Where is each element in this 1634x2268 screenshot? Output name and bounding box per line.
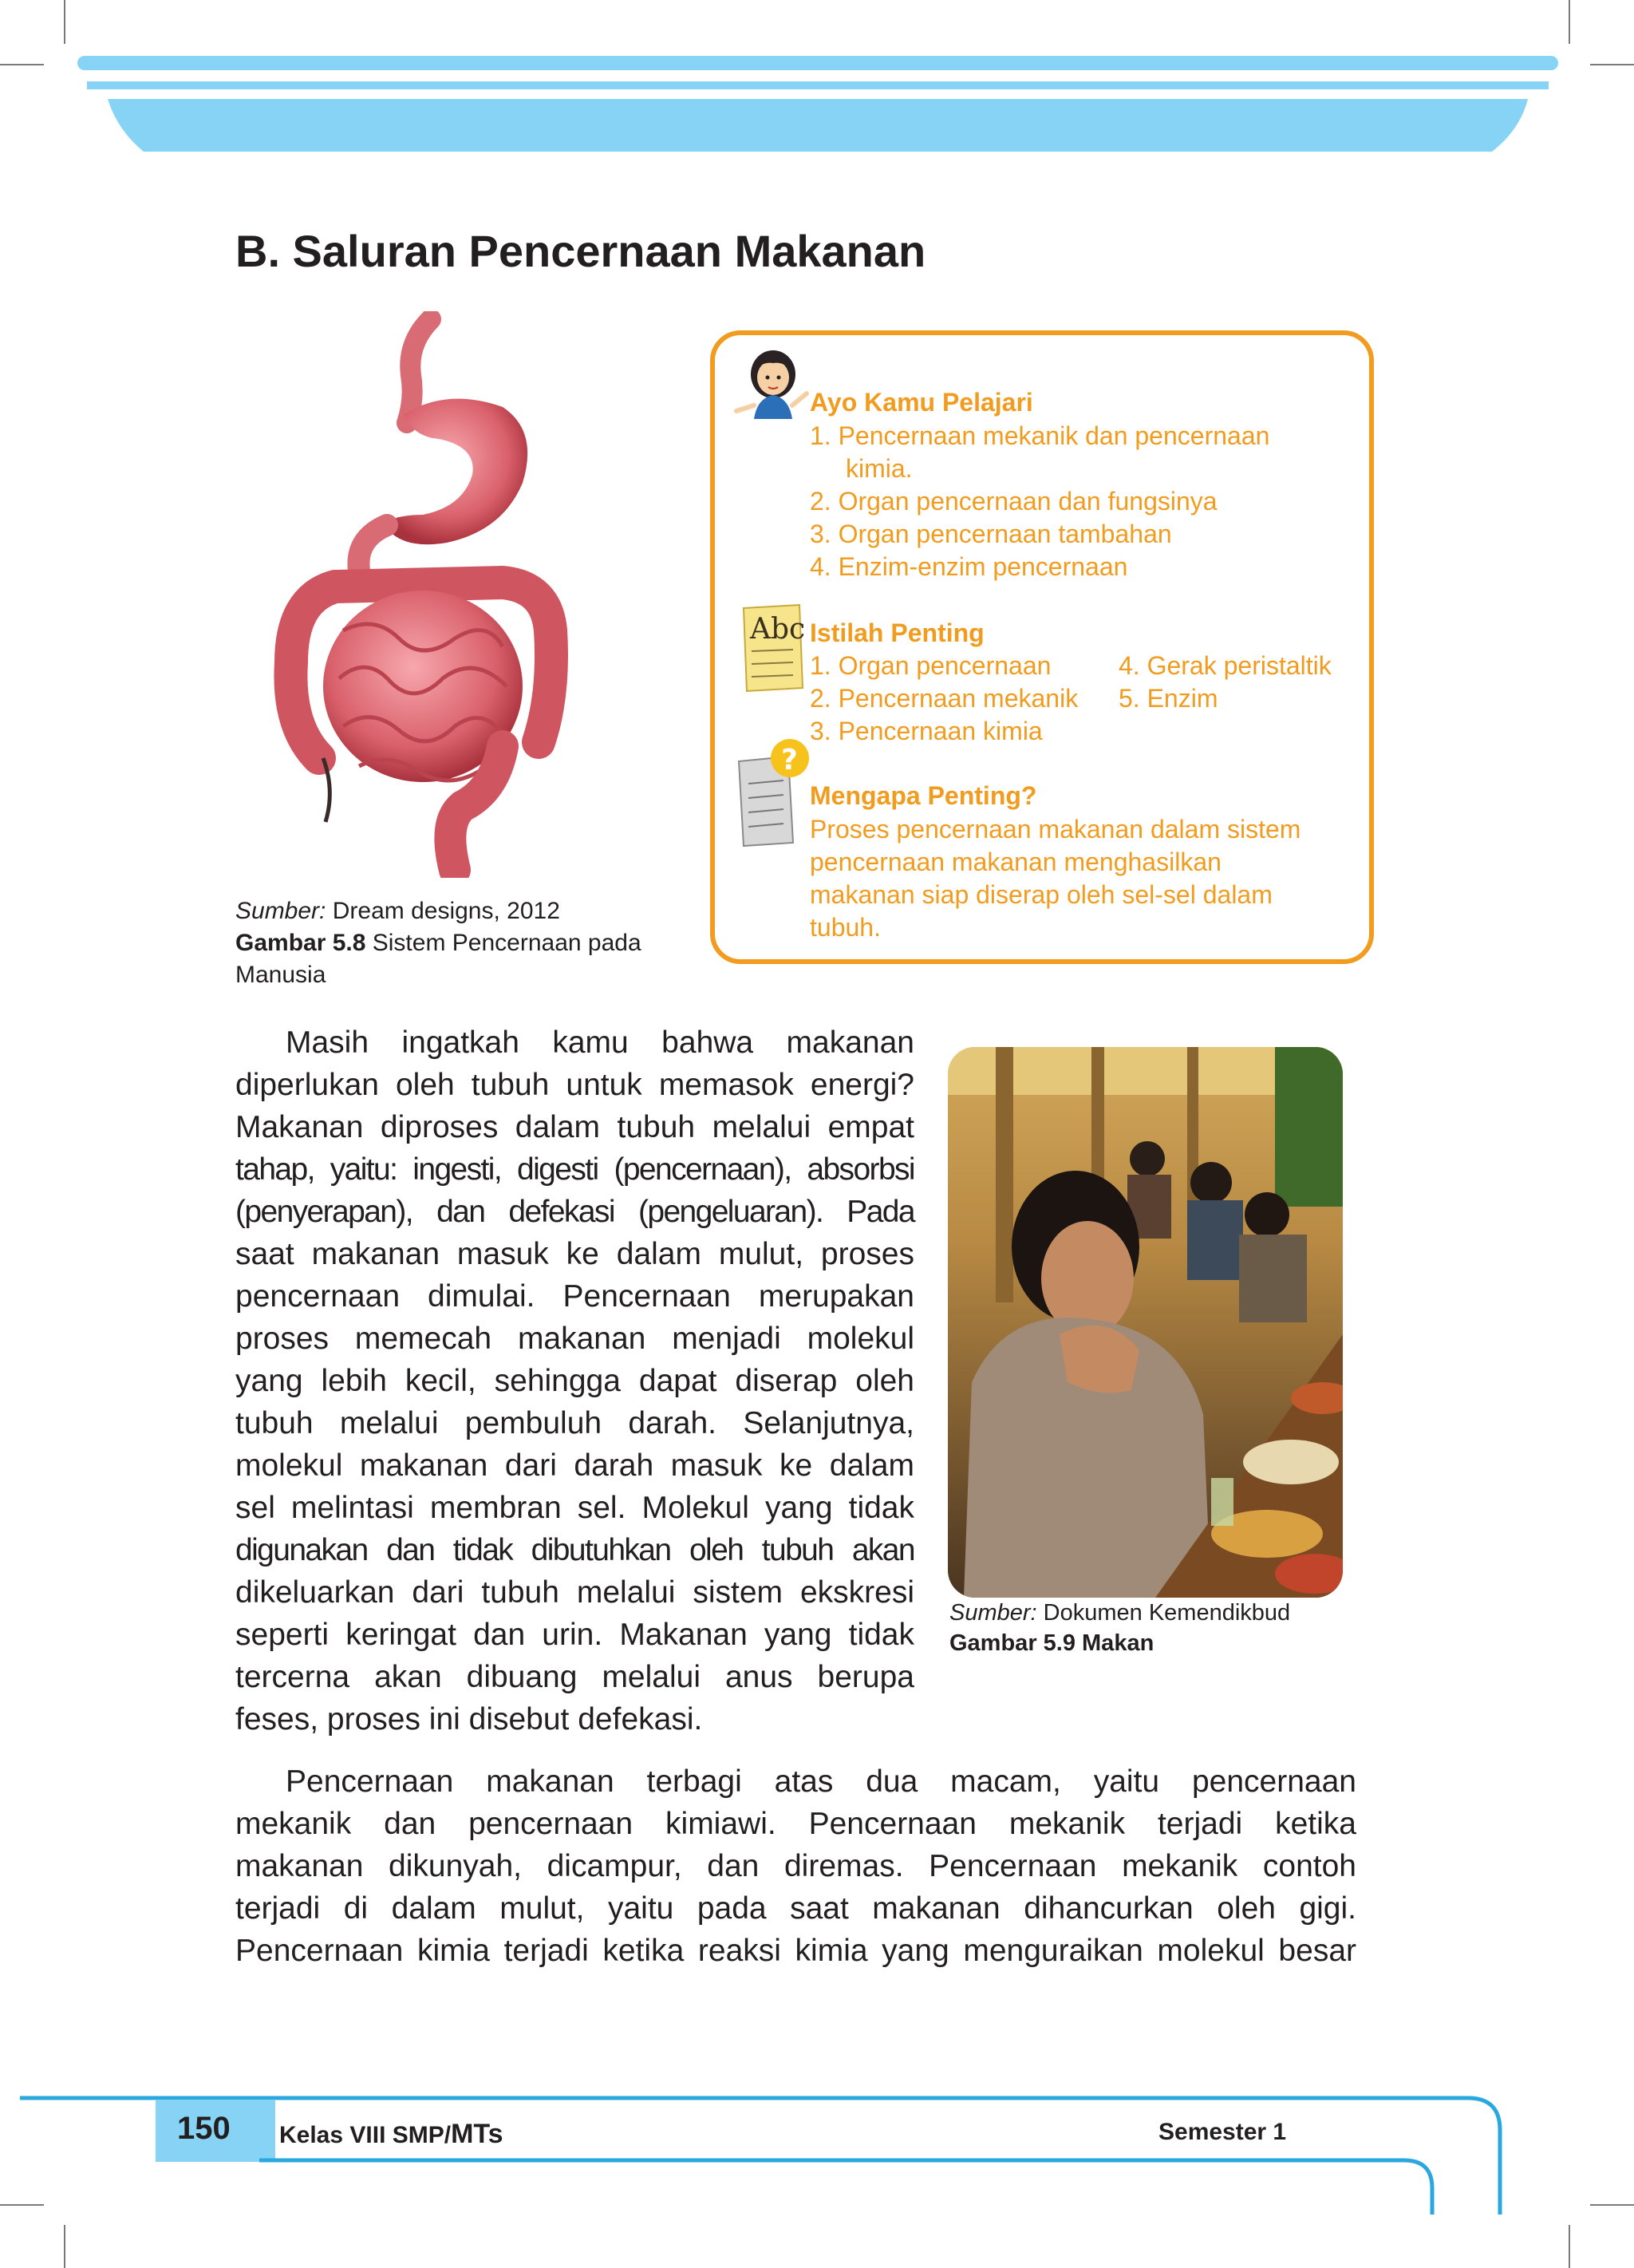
learn-item: 3. Organ pencernaan tambahan	[810, 520, 1172, 548]
figure-5-9-caption: Gambar 5.9 Makan	[949, 1630, 1154, 1656]
source-label: Sumber:	[949, 1600, 1037, 1626]
terms-heading: Istilah Penting	[810, 618, 985, 647]
why-heading: Mengapa Penting?	[810, 781, 1037, 810]
learn-item: kimia.	[846, 454, 913, 483]
term-item: 2. Pencernaan mekanik	[810, 684, 1079, 713]
paragraph-1-line: sel melintasi membran sel. Molekul yang tidak	[235, 1491, 914, 1525]
why-line: Proses pencernaan makanan dalam sistem	[810, 815, 1301, 844]
learn-item: 1. Pencernaan mekanik dan pencernaan	[810, 421, 1270, 450]
term-item: 1. Organ pencernaan	[810, 651, 1052, 680]
learn-item: 2. Organ pencernaan dan fungsinya	[810, 487, 1218, 516]
paragraph-1-line: tercerna akan dibuang melalui anus berupa	[235, 1660, 914, 1694]
paragraph-2-line: terjadi di dalam mulut, yaitu pada saat makanan dihancurkan oleh gigi.	[235, 1891, 1356, 1926]
paragraph-1-line: feses, proses ini disebut defekasi.	[235, 1702, 703, 1737]
crop-mark	[64, 0, 65, 44]
paragraph-1-line: Makanan diproses dalam tubuh melalui empat	[235, 1110, 914, 1144]
figure-5-9-source	[949, 1597, 1290, 1629]
paragraph-1-line: tubuh melalui pembuluh darah. Selanjutnya,	[235, 1406, 914, 1440]
question-mark: ?	[781, 744, 798, 776]
term-item: 5. Enzim	[1119, 684, 1218, 713]
paragraph-1-line: dikeluarkan dari tubuh melalui sistem ekskresi	[235, 1575, 914, 1610]
digestive-system-illustration	[263, 311, 582, 878]
paragraph-1-line: seperti keringat dan urin. Makanan yang tidak	[235, 1618, 914, 1652]
why-line: pencernaan makanan menghasilkan	[810, 848, 1222, 876]
figure-5-8-source	[235, 895, 560, 927]
crop-mark	[0, 64, 44, 65]
question-paper-icon	[732, 734, 812, 848]
paragraph-1-line: Masih ingatkah kamu bahwa makanan	[286, 1025, 914, 1060]
paragraph-1-line: molekul makanan dari darah masuk ke dalam	[235, 1448, 914, 1483]
why-line: makanan siap diserap oleh sel-sel dalam	[810, 880, 1273, 909]
crop-mark	[1569, 0, 1570, 44]
paragraph-2-line: Pencernaan kimia terjadi ketika reaksi kimia yang menguraikan molekul besar	[235, 1934, 1356, 1968]
paragraph-2-line: makanan dikunyah, dicampur, dan diremas. Pencernaan mekanik contoh	[235, 1849, 1356, 1883]
footer-semester: Semester 1	[1158, 2119, 1287, 2145]
term-item: 4. Gerak peristaltik	[1119, 651, 1332, 680]
paragraph-1-line: diperlukan oleh tubuh untuk memasok energi?	[235, 1068, 914, 1102]
vocabulary-note-icon	[736, 600, 807, 694]
source-label: Sumber:	[235, 898, 326, 924]
footer-class-text: Kelas VIII SMP/	[279, 2122, 452, 2148]
learn-item: 4. Enzim-enzim pencernaan	[810, 552, 1128, 581]
section-title: B. Saluran Pencernaan Makanan	[235, 226, 926, 276]
caption-label: Gambar 5.8	[235, 930, 366, 956]
figure-5-8-caption-line-2: Manusia	[235, 962, 326, 988]
paragraph-1-line: proses memecah makanan menjadi molekul	[235, 1322, 914, 1356]
crop-mark	[64, 2225, 65, 2268]
learn-heading: Ayo Kamu Pelajari	[810, 388, 1033, 417]
paragraph-2-line: mekanik dan pencernaan kimiawi. Pencernaan mekanik terjadi ketika	[235, 1807, 1356, 1841]
term-item: 3. Pencernaan kimia	[810, 717, 1043, 745]
paragraph-1-line: yang lebih kecil, sehingga dapat diserap oleh	[235, 1364, 914, 1398]
figure-5-8-caption	[235, 927, 641, 959]
header-band	[76, 54, 1560, 154]
caption-text: Sistem Pencernaan pada	[365, 930, 641, 956]
paragraph-1-line: tahap, yaitu: ingesti, digesti (pencernaan), absorbsi	[235, 1152, 914, 1187]
paragraph-1-line: (penyerapan), dan defekasi (pengeluaran). Pada	[235, 1195, 914, 1229]
paragraph-1-line: digunakan dan tidak dibutuhkan oleh tubuh akan	[235, 1533, 914, 1567]
crop-mark	[1590, 64, 1634, 65]
footer-frame	[20, 2095, 1508, 2223]
crop-mark	[1590, 2204, 1634, 2206]
student-girl-icon	[730, 346, 816, 419]
source-text: Dokumen Kemendikbud	[1036, 1600, 1291, 1626]
crop-mark	[1569, 2225, 1570, 2268]
footer-mts-text: MTs	[451, 2119, 503, 2149]
footer-class-label	[279, 2119, 503, 2150]
paragraph-1-line: saat makanan masuk ke dalam mulut, proses	[235, 1237, 914, 1271]
people-eating-photo	[948, 1047, 1343, 1598]
abc-text: Abc	[750, 613, 806, 646]
page-number: 150	[177, 2111, 231, 2146]
source-text: Dream designs, 2012	[326, 898, 560, 924]
why-line: tubuh.	[810, 913, 881, 942]
paragraph-1-line: pencernaan dimulai. Pencernaan merupakan	[235, 1279, 914, 1314]
paragraph-2-line: Pencernaan makanan terbagi atas dua macam, yaitu pencernaan	[286, 1764, 1356, 1799]
